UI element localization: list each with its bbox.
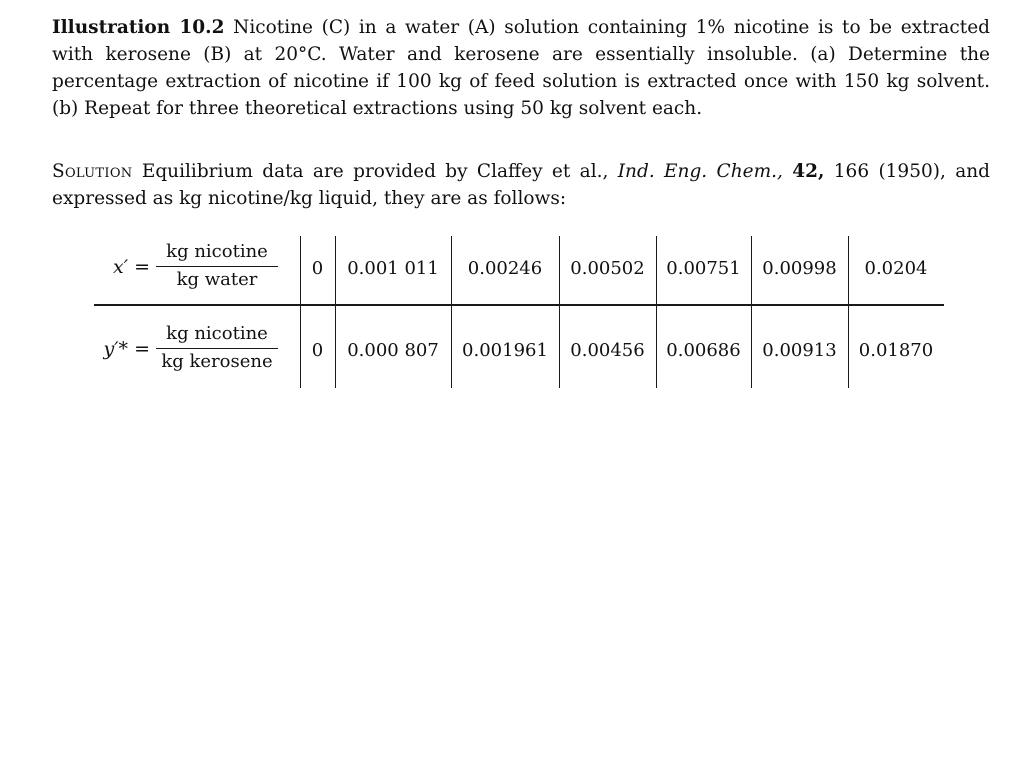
y-prime-star-symbol: y′* = <box>103 338 150 360</box>
table-cell: 0.0204 <box>864 258 928 279</box>
equilibrium-data-table <box>94 232 944 390</box>
table-cell: 0.01870 <box>858 340 934 361</box>
fraction-denominator: kg water <box>176 269 258 290</box>
fraction-numerator: kg nicotine <box>166 323 268 344</box>
table-cell: 0.00686 <box>666 340 741 361</box>
solution-text-before: Equilibrium data are provided by Claffey et al., <box>141 161 609 182</box>
illustration-text: Nicotine (C) in a water (A) solution containing 1% nicotine is to be extracted with kerosene (B) at 20°C. Water and kerosene are essentially insoluble. (a) Determine the percentage extraction of nicotine if 100 kg of feed solution is extracted once with 150 kg solvent. (b) Repeat for three theoretical extractions using 50 kg solvent each. <box>52 17 990 119</box>
unit-fraction <box>150 240 284 292</box>
solution-label: Solution <box>52 161 133 182</box>
table-cell: 0.00998 <box>762 258 837 279</box>
table-cell: 0.00456 <box>570 340 645 361</box>
fraction-numerator: kg nicotine <box>166 241 268 262</box>
table-row-x-prime <box>94 236 944 306</box>
solution-paragraph <box>52 158 990 212</box>
unit-fraction <box>150 322 284 374</box>
fraction-denominator: kg kerosene <box>161 351 273 372</box>
journal-volume: 42, <box>792 161 825 182</box>
table-cell: 0.000 807 <box>347 340 439 361</box>
table-cell: 0.00751 <box>666 258 741 279</box>
illustration-paragraph <box>52 14 990 122</box>
table-cell: 0.00502 <box>570 258 645 279</box>
table-row-y-prime-star <box>94 318 944 388</box>
row-label <box>94 318 298 388</box>
table-cell: 0 <box>311 340 324 361</box>
table-cell: 0.00913 <box>762 340 837 361</box>
solution-text-after: 166 (1950), and expressed as kg nicotine/kg liquid, they are as follows: <box>52 161 990 209</box>
table-cell: 0 <box>311 258 324 279</box>
row-label <box>94 236 298 306</box>
illustration-label: Illustration 10.2 <box>52 17 225 38</box>
table-cell: 0.00246 <box>467 258 543 279</box>
table-cell: 0.001 011 <box>347 258 439 279</box>
x-prime-symbol: x′ = <box>113 256 150 278</box>
table-cell: 0.001961 <box>462 340 548 361</box>
journal-name: Ind. Eng. Chem., <box>617 161 783 182</box>
